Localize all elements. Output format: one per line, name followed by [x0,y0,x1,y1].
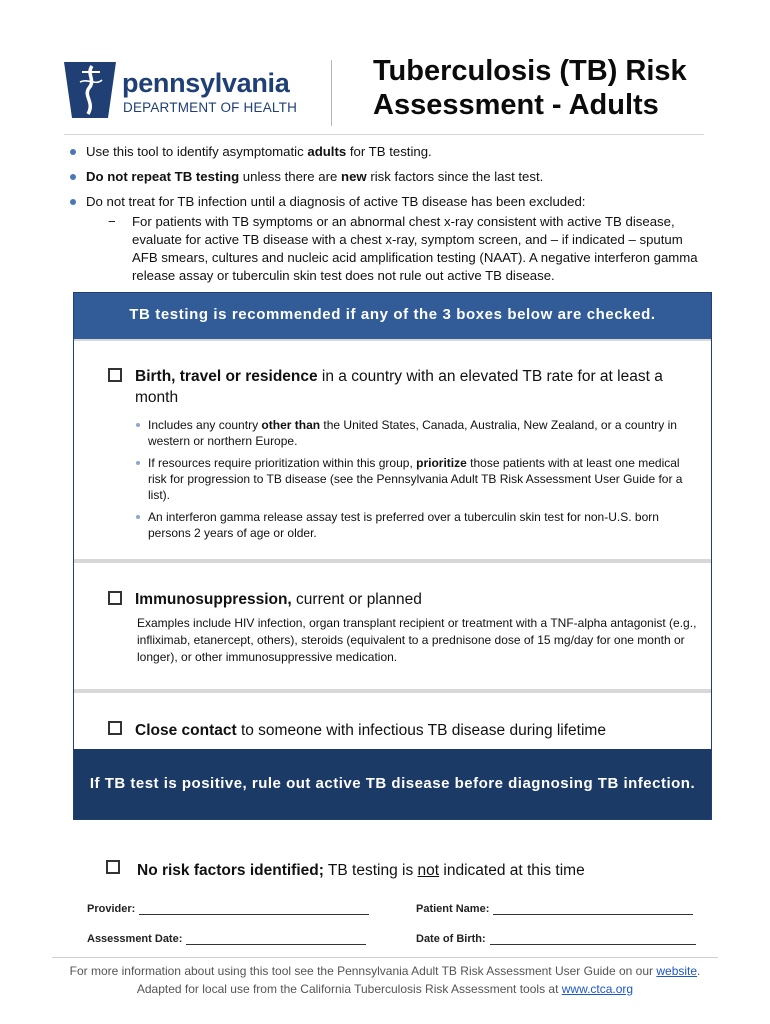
intro-bullet-1: Use this tool to identify asymptomatic adults for TB testing. [68,143,708,161]
footer-line-2: Adapted for local use from the California Tuberculosis Risk Assessment tools at www.ctca.org [136,982,634,996]
risk-factor-box [73,292,712,820]
list-item: Includes any country other than the United States, Canada, Australia, New Zealand, or a country in western or northern Europe. [135,417,695,449]
no-risk-checkbox[interactable] [106,860,120,874]
assessment-date-line[interactable] [186,933,366,945]
assessment-date-field[interactable]: Assessment Date: [87,933,366,945]
org-department: DEPARTMENT OF HEALTH [123,100,298,115]
list-item: If resources require prioritization within this group, prioritize those patients with at least one medical risk for progression to TB disease (see the Pennsylvania Adult TB Risk Assessment User Guide for a list). [135,455,695,503]
header-rule [64,134,704,135]
footer-line-1: For more information about using this tool see the Pennsylvania Adult TB Risk Assessment User Guide on our website. [69,964,701,978]
list-item: An interferon gamma release assay test is preferred over a tuberculin skin test for non-U.S. born persons 2 years of age or older. [135,509,695,541]
no-risk-label: No risk factors identified; TB testing is not indicated at this time [137,862,585,879]
immunosuppression-title: Immunosuppression, current or planned [135,591,422,608]
close-contact-title: Close contact to someone with infectious TB disease during lifetime [135,722,606,739]
immunosuppression-examples: Examples include HIV infection, organ transplant recipient or treatment with a TNF-alpha antagonist (e.g., infliximab, etanercept, others), steroids (equivalent to a prednisone dose of 15 mg/day for one month or longer), or other immunosuppressive medication. [137,616,697,664]
ctca-link[interactable]: www.ctca.org [561,982,634,996]
footer [0,962,770,998]
birth-travel-title: Birth, travel or residence in a country with an elevated TB rate for at least a month [135,368,663,406]
dob-field[interactable]: Date of Birth: [416,933,696,945]
footer-rule [52,957,718,958]
close-contact-checkbox[interactable] [108,721,122,735]
section-divider [74,689,711,693]
page-title: Tuberculosis (TB) Risk Assessment - Adults [373,55,687,121]
birth-travel-bullets [135,417,695,547]
patient-name-line[interactable] [493,903,693,915]
intro-bullets [68,143,708,292]
org-name: pennsylvania [122,68,290,98]
intro-sub-bullet: − For patients with TB symptoms or an abnormal chest x-ray consistent with active TB disease, evaluate for active TB disease with a chest x-ray, symptom screen, and – if indicated – sputum AFB smears, cultures and nucleic acid amplification testing (NAAT). A negative interferon gamma release assay or tuberculin skin test does not rule out active TB disease. [108,214,698,283]
header-divider [331,60,332,126]
pa-doh-logo [62,60,302,120]
dash-marker: − [108,214,116,229]
intro-bullet-2: Do not repeat TB testing unless there are new risk factors since the last test. [68,168,708,186]
patient-name-field[interactable]: Patient Name: [416,903,693,915]
section-divider [74,559,711,563]
section-divider [74,339,711,341]
immunosuppression-checkbox[interactable] [108,591,122,605]
birth-travel-checkbox[interactable] [108,368,122,382]
provider-line[interactable] [139,903,369,915]
provider-field[interactable]: Provider: [87,903,369,915]
intro-bullet-3: Do not treat for TB infection until a diagnosis of active TB disease has been excluded: − For patients with TB symptoms or an abnormal chest x-ray consistent with active TB disease, evaluate for active TB disease with a chest x-ray, symptom screen, and – if indicated – sputum AFB smears, cultures and nucleic acid amplification testing (NAAT). A negative interferon gamma release assay or tuberculin skin test does not rule out active TB disease. [68,193,708,285]
top-banner: TB testing is recommended if any of the 3 boxes below are checked. [74,293,711,339]
website-link[interactable]: website [656,964,698,978]
bottom-banner: If TB test is positive, rule out active TB disease before diagnosing TB infection. [74,749,711,819]
dob-line[interactable] [490,933,696,945]
keystone-logo-icon [62,60,118,120]
